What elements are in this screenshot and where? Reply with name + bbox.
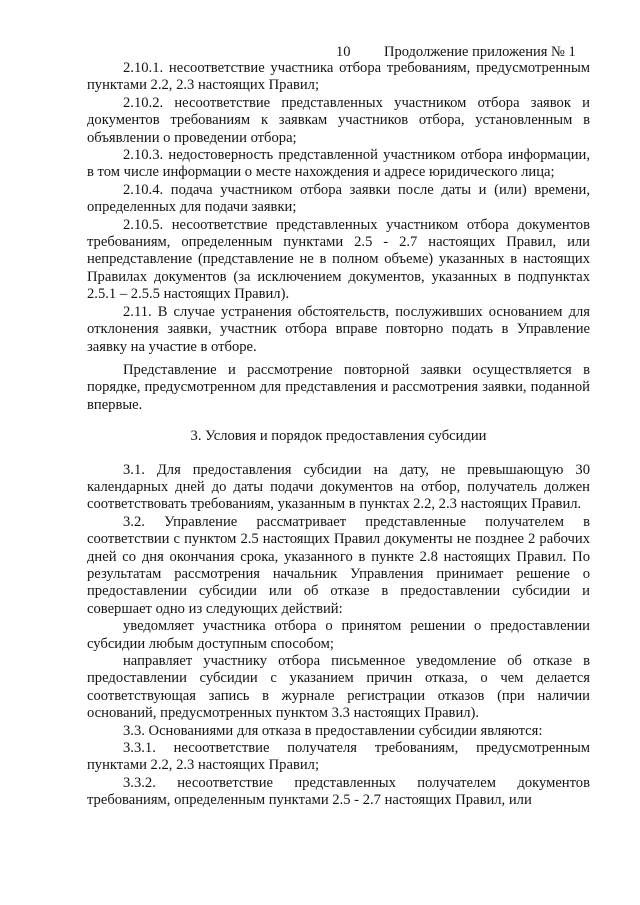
paragraph: 2.10.1. несоответствие участника отбора требованиям, предусмотренным пунктами 2.2, 2.3 настоящих Правил; [87,60,590,94]
page-header [336,44,588,60]
paragraph: 3.3. Основаниями для отказа в предоставлении субсидии являются: [123,722,543,739]
paragraph: 2.10.4. подача участником отбора заявки после даты и (или) времени, определенных для подачи заявки; [87,181,590,216]
paragraph: 2.10.2. несоответствие представленных участником отбора заявок и документов требованиям к заявкам участников отбора, установленным в объявлении о проведении отбора; [87,94,590,146]
paragraph: 2.10.3. недостоверность представленной участником отбора информации, в том числе информации о месте нахождения и адресе юридического лица; [87,147,590,181]
paragraph: уведомляет участника отбора о принятом решении о предоставлении субсидии любым доступным способом; [87,618,590,652]
paragraph: 3.1. Для предоставления субсидии на дату, не превышающую 30 календарных дней до даты подачи документов на отбор, получатель должен соответствовать требованиям, указанным в пунктах 2.2, 2.3 настоящих Правил. [87,461,590,513]
page-number: 10 [336,44,351,60]
paragraph: 2.10.5. несоответствие представленных участником отбора документов требованиям, определенным пунктами 2.5 - 2.7 настоящих Правил, или непредставление (представление не в полном объеме) указанных в настоящих Правилах документов (за исключением документов, указанных в подпунктах 2.5.1 – 2.5.5 настоящих Правил). [87,216,590,303]
header-title: Продолжение приложения № 1 [384,44,576,60]
paragraph: направляет участнику отбора письменное уведомление об отказе в предоставлении субсидии с указанием причин отказа, о чем делается соответствующая запись в журнале регистрации отказов (при наличии оснований, предусмотренных пунктом 3.3 настоящих Правил). [87,653,590,722]
paragraph: Представление и рассмотрение повторной заявки осуществляется в порядке, предусмотренном для представления и рассмотрения заявки, поданной впервые. [87,361,590,413]
paragraph: 3.2. Управление рассматривает представленные получателем в соответствии с пунктом 2.5 настоящих Правил документы не позднее 2 рабочих дней со дня окончания срока, указанного в пункте 2.8 настоящих Правил. По результатам рассмотрения начальник Управления принимает решение о предоставлении субсидии или об отказе в предоставлении субсидии и совершает одно из следующих действий: [87,513,590,617]
paragraph: 3.3.1. несоответствие получателя требованиям, предусмотренным пунктами 2.2, 2.3 настоящих Правил; [87,740,590,774]
section-heading: 3. Условия и порядок предоставления субсидии [190,428,487,445]
paragraph: 2.11. В случае устранения обстоятельств, послуживших основанием для отклонения заявки, участник отбора вправе повторно подать в Управление заявку на участие в отборе. [87,303,590,355]
document-body [87,60,590,810]
paragraph: 3.3.2. несоответствие представленных получателем документов требованиям, определенным пунктами 2.5 - 2.7 настоящих Правил, или [87,774,590,809]
